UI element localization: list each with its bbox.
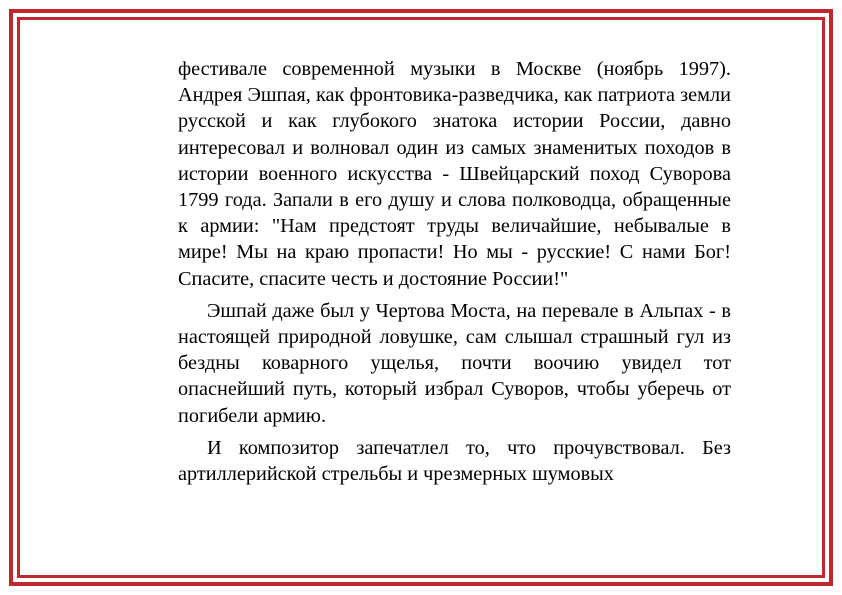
paragraph-3: И композитор запечатлел то, что прочувствовал. Без артиллерийской стрельбы и чрезмерных шумовых [178, 436, 731, 486]
paragraph-1: фестивале современной музыки в Москве (ноябрь 1997). Андрея Эшпая, как фронтовика-разведчика, как патриота земли русской и как глубокого знатока истории России, давно интересовал и волновал один из самых знаменитых походов в истории военного искусства - Швейцарский поход Суворова 1799 года. Запали в его душу и слова полководца, обращенные к армии: "Нам предстоят труды величайшие, небывалые в мире! Мы на краю пропасти! Но мы - русские! С нами Бог! Спасите, спасите честь и достояние России!" [178, 58, 731, 290]
document-body [178, 56, 731, 493]
paragraph-2: Эшпай даже был у Чертова Моста, на перевале в Альпах - в настоящей природной ловушке, сам слышал страшный гул из бездны коварного ущелья, почти воочию увидел тот опаснейший путь, который избрал Суворов, чтобы уберечь от погибели армию. [178, 299, 731, 427]
